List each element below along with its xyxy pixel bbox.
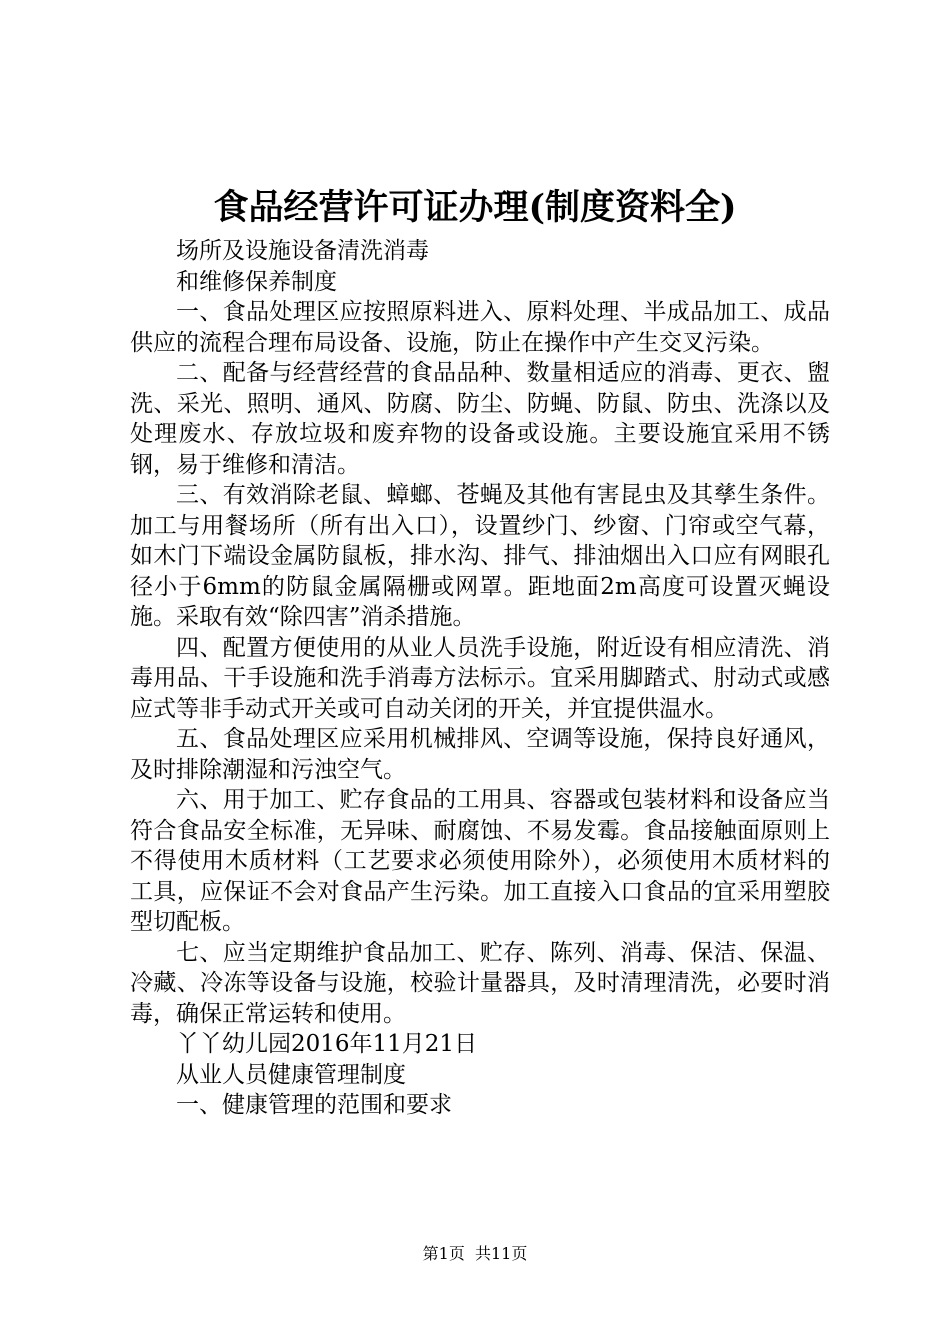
paragraph-item-6: 六、用于加工、贮存食品的工用具、容器或包装材料和设备应当符合食品安全标准，无异味、耐腐蚀、不易发霉。食品接触面原则上不得使用木质材料（工艺要求必须使用除外），必须使用木质材料的工具，应保证不会对食品产生污染。加工直接入口食品的宜采用塑胶型切配板。 (130, 787, 830, 935)
paragraph-item-7: 七、应当定期维护食品加工、贮存、陈列、消毒、保洁、保温、冷藏、冷冻等设备与设施，校验计量器具，及时清理清洗，必要时消毒，确保正常运转和使用。 (130, 939, 830, 1027)
paragraph-signature-date: 丫丫幼儿园2016年11月21日 (176, 1031, 478, 1057)
paragraph-item-1: 一、食品处理区应按照原料进入、原料处理、半成品加工、成品供应的流程合理布局设备、设施，防止在操作中产生交叉污染。 (130, 299, 830, 356)
paragraph-section-item-1: 一、健康管理的范围和要求 (176, 1092, 452, 1118)
document-title: 食品经营许可证办理(制度资料全) (213, 187, 737, 228)
document-body (130, 236, 830, 1121)
paragraph-heading-2: 和维修保养制度 (176, 268, 337, 295)
page-footer: 第1页 共11页 (422, 1244, 528, 1263)
paragraph-item-4: 四、配置方便使用的从业人员洗手设施，附近设有相应清洗、消毒用品、干手设施和洗手消毒方法标示。宜采用脚踏式、肘动式或感应式等非手动式开关或可自动关闭的开关，并宜提供温水。 (130, 634, 830, 722)
paragraph-item-5: 五、食品处理区应采用机械排风、空调等设施，保持良好通风，及时排除潮湿和污浊空气。 (130, 726, 830, 783)
paragraph-heading-1: 场所及设施设备清洗消毒 (176, 238, 429, 264)
paragraph-item-2: 二、配备与经营经营的食品品种、数量相适应的消毒、更衣、盥洗、采光、照明、通风、防腐、防尘、防蝇、防鼠、防虫、洗涤以及处理废水、存放垃圾和废弃物的设备或设施。主要设施宜采用不锈钢，易于维修和清洁。 (130, 360, 830, 478)
paragraph-section-title: 从业人员健康管理制度 (176, 1061, 406, 1088)
paragraph-item-3: 三、有效消除老鼠、蟑螂、苍蝇及其他有害昆虫及其孳生条件。加工与用餐场所（所有出入口），设置纱门、纱窗、门帘或空气幕，如木门下端设金属防鼠板，排水沟、排气、排油烟出入口应有网眼孔径小于6mm的防鼠金属隔栅或网罩。距地面2m高度可设置灭蝇设施。采取有效“除四害”消杀措施。 (130, 482, 830, 630)
